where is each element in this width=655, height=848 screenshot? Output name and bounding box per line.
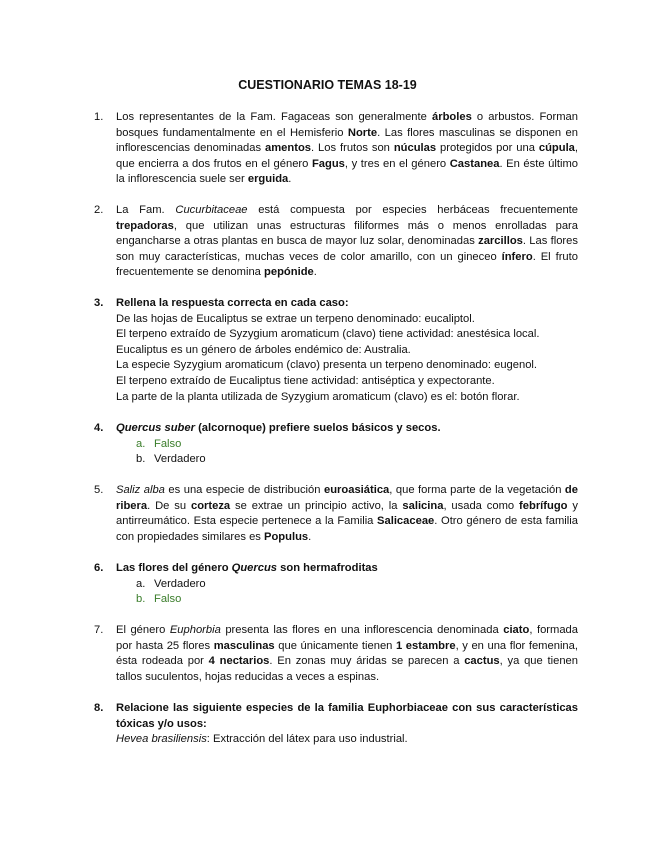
question-number: 8. [94,702,104,714]
text-segment: . En éste último la inflorescencia suele ser [116,157,578,186]
question-number: 5. [94,484,104,496]
italic-term: Euphorbia [169,624,221,636]
text-segment: . El fruto frecuentemente se denomina [116,250,578,279]
question-3-heading: Rellena la respuesta correcta en cada caso: [116,297,349,309]
text-segment: , que encierra a dos frutos en el género [116,142,579,170]
question-8 [94,701,578,748]
text-segment: se extrae un principio activo, la [230,499,403,512]
bold-term: cúpula [538,142,575,155]
bold-term: cactus [464,655,500,668]
bold-term: corteza [190,499,231,512]
genus-name: Quercus [231,562,278,574]
text-segment: . Las flores son muy características, muchas veces de color amarillo, con un gineceo [116,235,578,263]
bold-term: Castanea [449,157,500,170]
bold-term: Norte [347,126,378,139]
question-number: 3. [94,297,104,309]
text-segment: . [308,530,312,543]
text-segment: La Fam. [116,204,176,216]
text-segment: o arbustos. Forman bosques fundamentalmente en el Hemisferio [116,111,578,139]
answer-line: El terpeno extraído de Syzygium aromaticum (clavo) tiene actividad: anestésica local. [116,328,540,341]
text-segment: . De su [147,499,191,512]
text-segment: que únicamente tienen [274,639,396,652]
italic-term: Cucurbitaceae [175,204,248,216]
text-segment: , formada por hasta 25 flores [116,624,579,652]
question-7 [94,623,579,685]
text-segment: está compuesta por especies herbáceas frecuentemente [247,204,578,216]
bold-term: ínfero [501,250,533,263]
question-4-text: (alcornoque) prefiere suelos básicos y secos. [194,422,441,434]
text-segment: es una especie de distribución [164,484,324,496]
text-segment: . Las flores masculinas se disponen en inflorescencias denominadas [116,126,578,155]
species-name: Quercus suber [116,422,195,434]
bold-term: pepónide [264,266,314,279]
text-segment: . [288,173,292,186]
bold-term: ciato [503,624,530,636]
question-2-text [116,203,578,281]
page-title: CUESTIONARIO TEMAS 18-19 [238,78,417,92]
bold-term: febrífugo [519,499,568,512]
question-3 [94,296,578,405]
question-number: 6. [94,562,104,574]
text-segment: . En zonas muy áridas se parecen a [269,655,465,668]
text-segment: presenta las flores en una inflorescencia denominada [220,624,504,636]
bold-term: núculas [393,142,437,155]
bold-term: erguida [247,173,289,186]
option-b-selected: b. Falso [136,593,182,606]
bold-term: 1 estambre [396,639,456,652]
text-segment: protegidos por una [436,142,539,155]
text-segment: , usada como [443,499,520,512]
bold-term: 4 nectarios [208,655,270,668]
text-segment: . Otro género de esta familia con propiedades similares es [116,515,578,543]
option-b: b. Verdadero [136,453,206,466]
question-4 [94,421,578,468]
bold-term: amentos [265,142,312,155]
bold-term: árboles [432,111,472,123]
text-segment: . [313,266,317,279]
question-1 [94,110,579,188]
question-number: 2. [94,204,104,216]
species-name: Hevea brasiliensis [116,733,207,746]
question-1-text [116,110,578,188]
text-segment: . Los frutos son [311,142,394,155]
bold-term: masculinas [213,639,275,652]
question-2 [94,203,578,281]
answer-line: Eucaliptus es un género de árboles endémico de: Australia. [116,343,411,356]
bold-term: Salicaceae [377,515,435,528]
answer-line: La especie Syzygium aromaticum (clavo) presenta un terpeno denominado: eugenol. [116,359,538,372]
question-7-text [116,623,578,685]
question-number: 7. [94,624,104,636]
question-5 [94,483,578,545]
text-segment: Los representantes de la Fam. Fagaceas son generalmente [116,111,432,123]
text-segment: , y en una flor femenina, ésta rodeada por [116,639,578,668]
bold-term: salicina [402,499,444,512]
italic-term: Saliz alba [116,484,165,496]
question-number: 1. [94,111,104,123]
bold-term: euroasiática [323,484,390,496]
question-8-heading: Relacione las siguiente especies de la familia Euphorbiaceae con sus características tóxicas y/o usos: [116,702,578,730]
option-a-selected: a. Falso [136,437,182,450]
text-segment: , ya que tienen tallos suculentos, hojas reducidas a veces a espinas. [116,655,578,683]
answer-line: El terpeno extraído de Eucaliptus tiene actividad: antiséptica y expectorante. [116,374,495,387]
bold-term: Fagus [311,157,345,170]
bold-term: Populus [264,530,309,543]
text-segment: , que utilizan unas estructuras filiformes más o menos enrolladas para engancharse a otras plantas en busca de mayor luz solar, denominadas [116,219,578,248]
question-5-text [116,483,578,545]
answer-line: La parte de la planta utilizada de Syzygium aromaticum (clavo) es el: botón florar. [116,390,520,403]
bold-term: trepadoras [116,219,174,232]
text-segment: , que forma parte de la vegetación [389,484,565,496]
species-use: : Extracción del látex para uso industrial. [206,733,408,746]
bold-term: de ribera [116,484,578,512]
text-segment: El género [116,624,170,636]
answer-line: De las hojas de Eucaliptus se extrae un terpeno denominado: eucaliptol. [116,312,475,325]
text-segment: y antirreumático. Esta especie pertenece a la Familia [116,499,578,528]
bold-term: zarcillos [478,235,523,248]
question-number: 4. [94,422,104,434]
question-6: 6. Las flores del género Quercus son hermafroditas a. Verdadero b. Falso [98,561,578,608]
text-segment: , y tres en el género [344,157,450,170]
option-a: a. Verdadero [136,577,206,590]
